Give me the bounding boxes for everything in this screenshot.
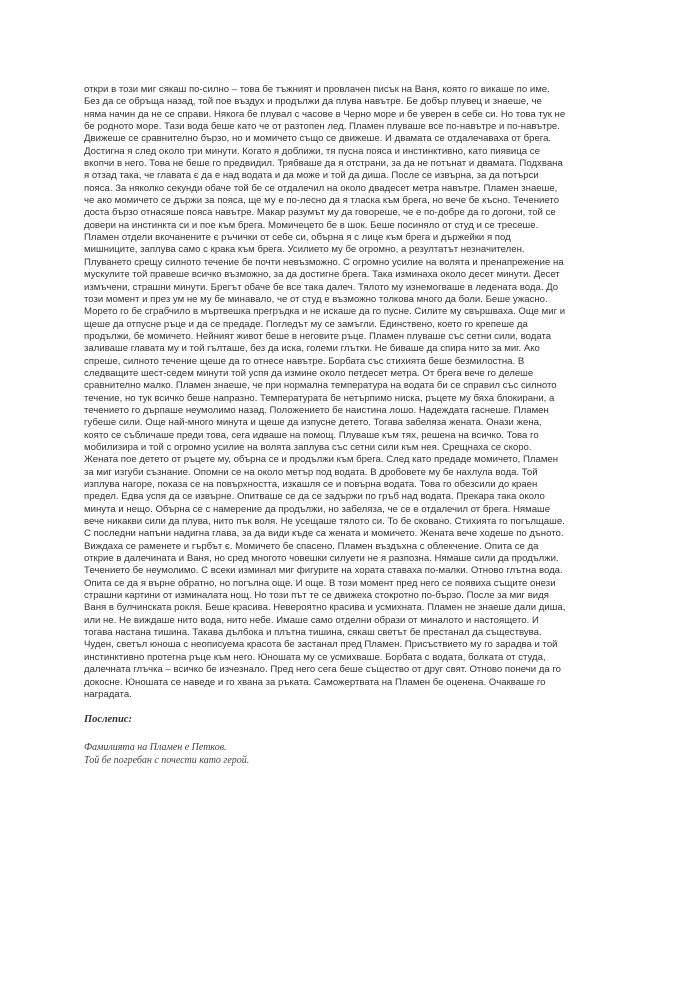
epilogue-line: Той бе погребан с почести като герой. [84,755,250,766]
body-line: Без да се обръща назад, той пое въздух и продължи да плува навътре. Бе добър плувец и знаеше, че [84,96,542,108]
body-line: Виждаха се раменете и гърбът є. Момичето бе спасено. Пламен въздъхна с облекчение. Опита се да [84,540,539,552]
body-line: наградата. [84,688,132,700]
body-line: вече никакви сили да плува, нито пък воля. Не усещаше тялото си. То бе сковано. Стихията го погълщаше. [84,516,565,528]
body-line: тогава настана тишина. Такава дълбока и плътна тишина, сякаш светът бе престанал да съществува. [84,627,542,639]
body-line: Опита се да я върне обратно, но погълна още. И още. В този момент пред него се появиха същите онези [84,577,556,589]
body-line: доста бързо отнасяше пояса навътре. Макар разумът му да говореше, че е по-добре да го догони, той се [84,207,556,219]
body-line: изплува нагоре, показа се на повърхността, изкашля се и повърна водата. Това го обезсили до краен [84,479,538,490]
body-line: че ако момичето се държи за пояса, ще му е по-лесно да я тласка към брега, но вече бе късно. Течението [84,195,560,207]
body-line: Достигна я след около три минути. Когато я доближи, тя пусна пояса и инстинктивно, като пиявица се [84,145,540,157]
epilogue-title: Послепис: [84,714,132,725]
body-line: минута и нещо. Обърна се с намерение да продължи, но забеляза, че се е отдалечил от брега. Нямаше [84,503,551,515]
body-line: мобилизира и той с огромно усилие на волята заплува със сетни сили към нея. Срещнаха се скоро. [84,441,532,453]
body-line: Жената пое детето от ръцете му, обърна се и продължи към брега. След като предаде момичето, Пламен [84,454,559,466]
body-line: Плуването срещу силното течение бе почти невъзможно. С огромно усилие на волята и пренапрежение на [84,256,564,268]
body-line: далечната глъчка – всичко бе изчезнало. Пред него сега беше същество от друг свят. Отново понечи да го [84,664,562,676]
epilogue-text [84,741,249,767]
body-line: инстинктивно протегна ръце към него. Юношата му се усмихваше. Борбата с водата, болката от студа, [84,651,546,663]
body-line: измъчени, страшни минути. Брегът обаче бе все така далеч. Тялото му изнемогваше в ледената вода. До [84,281,559,293]
body-line: следващите шест-седем минути той успя да измине около петдесет метра. От брега вече го делеше [84,367,534,379]
body-line: сравнително малко. Пламен знаеше, че при нормална температура на водата би се справил със силното [84,380,557,392]
story-body-text [84,84,618,701]
body-line: или не. Не виждаше нито вода, нито небе. Имаше само отделни образи от миналото и настоящето. И [84,614,539,626]
body-line: С последни напъни надигна глава, за да види къде са жената и момичето. Жената вече ходеше по дъното. [84,528,564,540]
body-line: продължи, бе момичето. Нейният живот беше в неговите ръце. Пламен плуваше със сетни сили, водата [84,330,552,342]
body-line: течението го дърпаше неумолимо назад. Положението бе наистина лошо. Надеждата гаснеше. Пламен [84,404,549,416]
body-line: Течението бе неумолимо. С всеки изминал миг фигурите на хората ставаха по-малки. Отново глътна вода. [84,565,563,577]
body-line: течение, но тук всичко беше напразно. Температурата бе нетърпимо ниска, ръцете му бяха блокирани, а [84,392,555,404]
body-line: открие в далечината и Ваня, но сред многото човешки силуети не я разпозна. Нямаше сили да продължи. [84,553,559,565]
body-line: този момент и през ум не му бе минавало, че от студ е възможно толкова много да боли. Беше ужасно. [84,293,548,305]
body-line: предел. Едва успя да се извърне. Опитваше се да се задържи по гръб над водата. Прекара така около [84,491,545,503]
body-line: бе родното море. Тази вода беше като че от разтопен лед. Пламен плуваше все по-навътре и по-навътре. [84,121,560,133]
body-line: Чуден, светъл юноша с неописуема красота бе застанал пред Пламен. Присъствието му го зарадва и той [84,639,558,651]
body-line: страшни картини от изминалата нощ. Но този път те се движеха стокротно по-бързо. После за миг видя [84,590,549,602]
body-line: няма начин да не се справи. Някога бе плувал с часове в Черно море и бе уверен в себе си. Но това тук не [84,108,566,120]
body-line: губеше сили. Още най-много минута и щеше да изпусне детето. Тогава забеляза жената. Онази жена, [84,417,542,429]
body-line: щеше да отпусне ръце и да се предаде. Погледът му се замъгли. Единствено, което го крепеше да [84,318,528,330]
body-line: която се събличаше преди това, сега идваше на помощ. Плуваше към тях, решена на всичко. Това го [84,429,539,441]
body-line: я отзад така, че главата є да е над водата и да може и той да диша. После се извърна, за да потърси [84,170,539,182]
body-line: довери на инстинкта си и пое към брега. Момичецето бе в шок. Беше посиняло от студ и се тресеше. [84,219,539,231]
body-line: спреше, силното течение щеше да го отнесе навътре. Борбата със стихията беше безмилостна. В [84,355,525,367]
epilogue-line: Фамилията на Пламен е Петков. [84,742,227,753]
body-line: вкопчи в него. Това не беше го предвидил. Трябваше да я отстрани, за да не потънат и двамата. Подхвана [84,158,563,170]
body-line: пояса. За няколко секунди обаче той бе се отдалечил на около двадесет метра навътре. Пламен знаеше, [84,182,558,194]
body-line: Пламен отдели вкочанените є ръчички от себе си, обърна я с лице към брега и държейки я под [84,232,511,244]
body-line: докосне. Юношата се наведе и го хвана за ръката. Саможертвата на Пламен бе оценена. Очакваше го [84,676,546,688]
body-line: Морето го бе сграбчило в мъртвешка прегръдка и не искаше да го пусне. Силите му свършваха. Още миг и [84,306,566,318]
body-line: откри в този миг сякаш по-силно – това бе тъжният и провлачен писък на Ваня, която го викаше по име. [84,84,550,95]
body-line: мускулите той правеше всичко възможно, за да достигне брега. Така изминаха около десет минути. Десет [84,269,560,281]
body-line: Движеше се сравнително бързо, но и момичето също се движеше. И двамата се отдалечаваха от брега. [84,133,552,145]
body-line: Ваня в булчинската рокля. Беше красива. Невероятно красива и усмихната. Пламен не знаеше дали диша, [84,602,566,614]
body-line: за миг изгуби съзнание. Опомни се на около метър под водата. В дробовете му бе нахлула вода. Той [84,466,538,478]
body-line: заливаше главата му и той гълташе, без да иска, големи глътки. Не биваше да спира нито за миг. Ако [84,343,540,355]
body-line: мишниците, заплува само с крака към брега. Усилието му бе огромно, а резултатът незначителен. [84,244,525,256]
